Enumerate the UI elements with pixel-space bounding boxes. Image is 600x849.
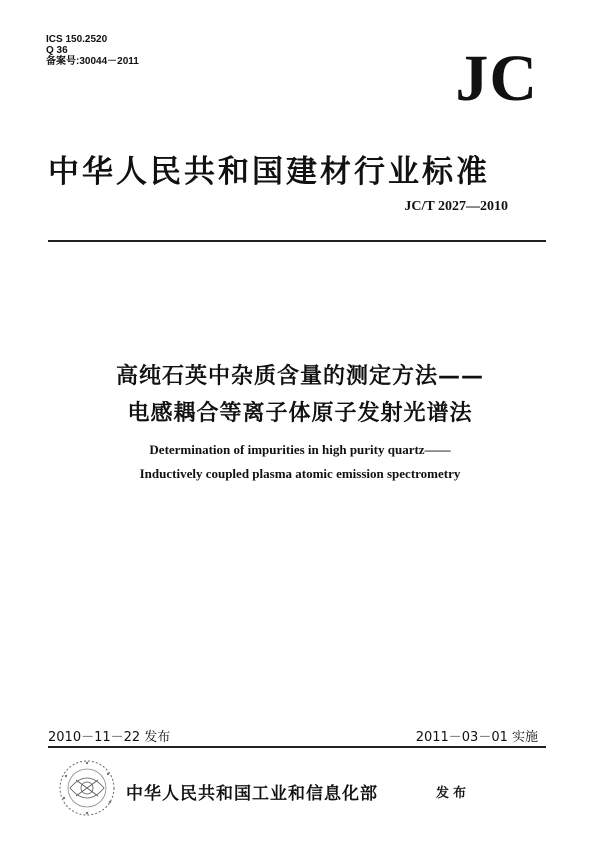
issue-date: 2010－11－22 发布	[48, 730, 171, 745]
footer-divider	[48, 746, 546, 748]
standard-category-title: 中华人民共和国建材行业标准	[48, 154, 490, 190]
jc-logo: JC	[455, 42, 538, 115]
chinese-title-line-2: 电感耦合等离子体原子发射光谱法	[127, 401, 473, 426]
classification-code: Q 36	[46, 45, 68, 56]
standard-number: JC/T 2027—2010	[404, 199, 508, 214]
implementation-date: 2011－03－01 实施	[415, 730, 538, 745]
classification-block	[46, 34, 139, 67]
record-number: 备案号:30044－2011	[46, 56, 139, 67]
chinese-title-line-1: 高纯石英中杂质含量的测定方法——	[115, 364, 484, 389]
header-divider	[48, 240, 546, 242]
issuing-authority: 中华人民共和国工业和信息化部	[126, 784, 378, 804]
ics-code: ICS 150.2520	[46, 34, 108, 45]
english-title-line-2: Inductively coupled plasma atomic emission spectrometry	[139, 466, 461, 481]
ministry-emblem-icon	[56, 758, 118, 818]
english-title-line-1: Determination of impurities in high purity quartz——	[149, 442, 451, 457]
publish-label: 发布	[436, 786, 471, 801]
